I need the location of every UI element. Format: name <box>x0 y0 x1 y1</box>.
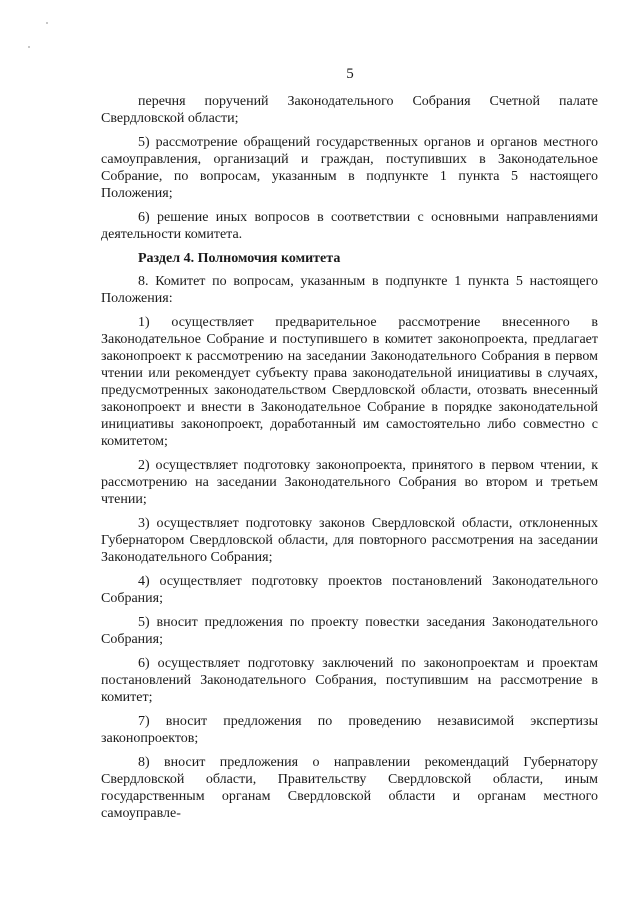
paragraph: 5) вносит предложения по проекту повестки заседания Законодательного Собрания; <box>101 615 598 647</box>
paragraph: 6) осуществляет подготовку заключений по законопроектам и проектам постановлений Законодательного Собрания, поступившим на рассмотрение в комитет; <box>101 656 598 705</box>
paragraph: 3) осуществляет подготовку законов Свердловской области, отклоненных Губернатором Свердловской области, для повторного рассмотрения на заседании Законодательного Собрания; <box>101 516 598 565</box>
scan-speck <box>28 46 30 48</box>
paragraph: 2) осуществляет подготовку законопроекта, принятого в первом чтении, к рассмотрению на заседании Законодательного Собрания во втором и третьем чтении; <box>101 458 598 507</box>
paragraph: 4) осуществляет подготовку проектов постановлений Законодательного Собрания; <box>101 574 598 606</box>
paragraph: 7) вносит предложения по проведению независимой экспертизы законопроектов; <box>101 714 598 746</box>
paragraph: 8. Комитет по вопросам, указанным в подпункте 1 пункта 5 настоящего Положения: <box>101 274 598 306</box>
section-heading: Раздел 4. Полномочия комитета <box>138 251 341 266</box>
paragraph: 6) решение иных вопросов в соответствии с основными направлениями деятельности комитета. <box>101 210 598 242</box>
paragraph: перечня поручений Законодательного Собрания Счетной палате Свердловской области; <box>101 94 598 126</box>
document-body <box>101 93 598 829</box>
paragraph: 8) вносит предложения о направлении рекомендаций Губернатору Свердловской области, Правительству Свердловской области, иным государственным органам Свердловской области и органам местного самоуправле- <box>101 755 598 821</box>
scan-speck <box>46 22 48 24</box>
paragraph: 5) рассмотрение обращений государственных органов и органов местного самоуправления, организаций и граждан, поступивших в Законодательное Собрание, по вопросам, указанным в подпункте 1 пункта 5 настоящего Положения; <box>101 135 598 201</box>
page-number: 5 <box>346 66 354 82</box>
paragraph: 1) осуществляет предварительное рассмотрение внесенного в Законодательное Собрание и поступившего в комитет законопроекта, предлагает законопроект к рассмотрению на заседании Законодательного Собрания в первом чтении или рекомендует субъекту права законодательной инициативы в случаях, предусмотренных законодательством Свердловской области, отозвать внесенный законопроект и внести в Законодательное Собрание в порядке законодательной инициативы законопроект, доработанный им самостоятельно либо совместно с комитетом; <box>101 315 598 449</box>
